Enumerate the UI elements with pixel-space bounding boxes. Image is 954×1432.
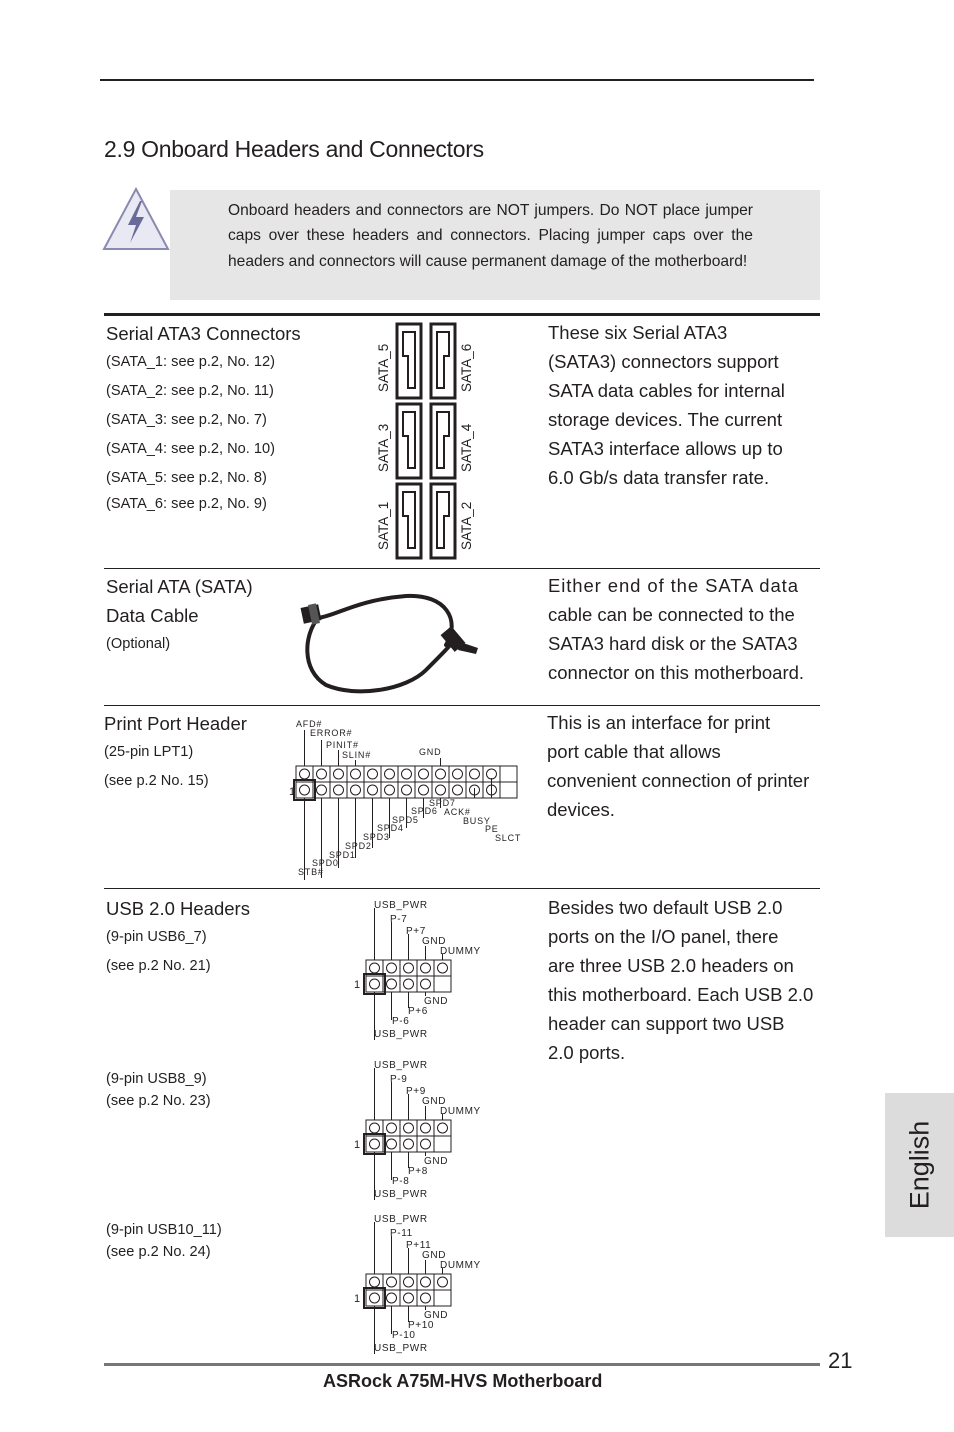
lpt-pin bbox=[500, 766, 517, 782]
usb-pin-label: GND bbox=[424, 996, 449, 1007]
note-text: Onboard headers and connectors are NOT jumpers. Do NOT place jumper caps over these headers and connectors. Placing jumper caps over the headers and connectors will cause permanent damage of the motherboard! bbox=[228, 202, 753, 270]
lpt-pin bbox=[381, 766, 398, 782]
usb-pin bbox=[434, 960, 451, 976]
lpt-header-diagram bbox=[286, 716, 526, 880]
lpt-pin-hole bbox=[402, 769, 412, 779]
usb-pin1-marker bbox=[364, 1134, 385, 1154]
usb-pin-label: P+9 bbox=[406, 1086, 426, 1097]
divider-sata3 bbox=[104, 313, 820, 316]
lpt-pin-hole bbox=[351, 769, 361, 779]
usb-header-ref: (see p.2 No. 21) bbox=[106, 958, 211, 974]
usb-pin bbox=[400, 1120, 417, 1136]
usb-description: Besides two default USB 2.0 ports on the I/O panel, there are three USB 2.0 headers on this motherboard. Each USB 2.0 header can support two USB 2.0 ports. bbox=[548, 897, 814, 1063]
usb-pin bbox=[400, 1136, 417, 1152]
lpt-pin bbox=[415, 782, 432, 798]
lpt-pin-hole bbox=[385, 769, 395, 779]
usb-pin-hole bbox=[421, 963, 431, 973]
usb-pin bbox=[434, 1136, 451, 1152]
lpt-pin-label: BUSY bbox=[463, 816, 491, 826]
lpt-pin-hole bbox=[453, 769, 463, 779]
usb-pin-label: GND bbox=[422, 1096, 447, 1107]
lpt-pin-hole bbox=[351, 785, 361, 795]
usb-pin bbox=[417, 1274, 434, 1290]
usb-pin bbox=[417, 960, 434, 976]
lpt-pin-label: GND bbox=[419, 747, 442, 757]
print-port-ref: (see p.2 No. 15) bbox=[104, 773, 209, 789]
usb-pin-hole bbox=[387, 1139, 397, 1149]
usb-pin bbox=[400, 1290, 417, 1306]
divider-sata-cable bbox=[104, 568, 820, 569]
sata3-title: Serial ATA3 Connectors bbox=[106, 323, 301, 344]
usb-header-pins: (9-pin USB8_9) bbox=[106, 1071, 207, 1087]
usb8-9-header-diagram bbox=[352, 1056, 492, 1204]
lpt-pin bbox=[500, 782, 517, 798]
lpt-pin-hole bbox=[470, 769, 480, 779]
note-box bbox=[170, 190, 820, 300]
usb-pin-label: USB_PWR bbox=[374, 1189, 428, 1200]
top-rule bbox=[100, 79, 814, 81]
usb-pin bbox=[400, 1274, 417, 1290]
lpt-pin-hole bbox=[419, 785, 429, 795]
lpt-pin bbox=[449, 766, 466, 782]
lpt-pin bbox=[364, 782, 381, 798]
usb-pin-label: GND bbox=[422, 936, 447, 947]
divider-usb bbox=[104, 888, 820, 889]
page-number: 21 bbox=[828, 1348, 853, 1373]
lpt-pin-hole bbox=[436, 769, 446, 779]
usb-pin-hole bbox=[387, 979, 397, 989]
usb-pin-hole bbox=[438, 1277, 448, 1287]
print-port-title: Print Port Header bbox=[104, 713, 247, 734]
usb-pin-hole bbox=[370, 1277, 380, 1287]
lpt-pin-hole bbox=[436, 785, 446, 795]
language-tab bbox=[885, 1093, 954, 1237]
language-tab-label: English bbox=[904, 1120, 934, 1210]
lpt-pin-hole bbox=[419, 769, 429, 779]
lpt-pin bbox=[415, 766, 432, 782]
sata-cable-title: Serial ATA (SATA) bbox=[106, 576, 253, 597]
usb-pin bbox=[366, 1290, 383, 1306]
usb-pin-hole bbox=[370, 1139, 380, 1149]
usb-pin-label: USB_PWR bbox=[374, 1343, 428, 1354]
usb-pin-label: P-8 bbox=[392, 1176, 410, 1187]
usb-pin1-marker bbox=[364, 974, 385, 994]
usb-pin-label: P-6 bbox=[392, 1016, 410, 1027]
lpt-pin-hole bbox=[334, 769, 344, 779]
sata1-label: SATA_1 bbox=[376, 501, 391, 550]
footer-rule bbox=[104, 1363, 820, 1366]
lpt-pin-hole bbox=[487, 769, 497, 779]
usb-pin-label: P+8 bbox=[408, 1166, 428, 1177]
lpt-pin-label: SPD7 bbox=[429, 798, 456, 808]
usb-pin bbox=[400, 976, 417, 992]
lpt-pin bbox=[449, 782, 466, 798]
usb-pin-hole bbox=[370, 1293, 380, 1303]
usb-pin-label: USB_PWR bbox=[374, 1214, 428, 1225]
lpt-pin-label: SPD1 bbox=[329, 850, 356, 860]
usb-pin bbox=[417, 1136, 434, 1152]
lpt-pin bbox=[330, 766, 347, 782]
lpt-pin bbox=[432, 782, 449, 798]
usb-pin-hole bbox=[438, 1123, 448, 1133]
usb-pin1-marker bbox=[364, 1288, 385, 1308]
lpt-pin-hole bbox=[317, 785, 327, 795]
usb-pin-label: P+10 bbox=[408, 1320, 435, 1331]
lpt-pin-label: SPD4 bbox=[377, 823, 404, 833]
lpt-pin-label: SPD5 bbox=[392, 815, 419, 825]
lpt-pin bbox=[347, 766, 364, 782]
usb-pin-label: USB_PWR bbox=[374, 1029, 428, 1040]
sata3-ref: (SATA_6: see p.2, No. 9) bbox=[106, 496, 267, 512]
lpt-pin bbox=[466, 766, 483, 782]
lpt-pin-hole bbox=[368, 785, 378, 795]
usb-pin-hole bbox=[404, 979, 414, 989]
usb-pin-label: DUMMY bbox=[440, 946, 481, 957]
usb-pin-hole bbox=[387, 1123, 397, 1133]
usb-pin-label: GND bbox=[424, 1310, 449, 1321]
usb-pin-label: P-10 bbox=[392, 1330, 416, 1341]
lpt-pin-label: SLIN# bbox=[342, 750, 372, 760]
usb-pin-hole bbox=[421, 1277, 431, 1287]
lpt-pin-label: SLCT bbox=[495, 833, 522, 843]
usb-pin-hole bbox=[387, 1277, 397, 1287]
usb-pin-hole bbox=[404, 1293, 414, 1303]
lpt-pin1-label: 1 bbox=[289, 786, 296, 798]
lpt-pin-hole bbox=[385, 785, 395, 795]
usb-header-pins: (9-pin USB6_7) bbox=[106, 929, 207, 945]
usb-pin-hole bbox=[421, 979, 431, 989]
sata6-label: SATA_6 bbox=[459, 343, 474, 392]
sata3-connector-diagram bbox=[370, 322, 490, 560]
usb-pin-hole bbox=[387, 963, 397, 973]
lpt-pin-hole bbox=[368, 769, 378, 779]
lpt-pin bbox=[381, 782, 398, 798]
usb10-11-header-diagram bbox=[352, 1210, 492, 1358]
lpt-pin-hole bbox=[300, 785, 310, 795]
usb-pin bbox=[417, 1290, 434, 1306]
lpt-pin-label: PE bbox=[485, 824, 499, 834]
sata3-label: SATA_3 bbox=[376, 423, 391, 472]
sata-cable-optional: (Optional) bbox=[106, 636, 171, 652]
sata-cable-title-2: Data Cable bbox=[106, 605, 199, 626]
sata3-description: These six Serial ATA3 (SATA3) connectors support SATA data cables for internal storage devices. The current SATA3 interface allows up to 6.0 Gb/s data transfer rate. bbox=[548, 322, 785, 488]
usb-pin bbox=[417, 1120, 434, 1136]
lpt-pin-label: ACK# bbox=[444, 807, 471, 817]
usb-pin-label: USB_PWR bbox=[374, 1060, 428, 1071]
lpt-pin-label: STB# bbox=[298, 867, 324, 877]
usb-pin bbox=[366, 1136, 383, 1152]
usb-pin-hole bbox=[370, 963, 380, 973]
lpt-pin1-marker bbox=[294, 780, 315, 800]
lpt-pin bbox=[364, 766, 381, 782]
usb-pin-hole bbox=[438, 963, 448, 973]
warning-icon bbox=[102, 187, 170, 251]
sata-cable-image bbox=[296, 590, 492, 696]
lpt-pin-hole bbox=[300, 769, 310, 779]
lpt-pin-hole bbox=[402, 785, 412, 795]
usb-pin-hole bbox=[404, 1123, 414, 1133]
lpt-pin-label: SPD3 bbox=[363, 832, 390, 842]
lpt-pin bbox=[296, 782, 313, 798]
lpt-pin-label: AFD# bbox=[296, 719, 323, 729]
usb-header-ref: (see p.2 No. 24) bbox=[106, 1244, 211, 1260]
lpt-pin-hole bbox=[317, 769, 327, 779]
usb-pin-label: DUMMY bbox=[440, 1106, 481, 1117]
lpt-pin-label: PINIT# bbox=[326, 740, 359, 750]
usb-pin-label: USB_PWR bbox=[374, 900, 428, 911]
usb-pin bbox=[366, 976, 383, 992]
section-title: 2.9 Onboard Headers and Connectors bbox=[104, 136, 484, 162]
sata3-ref: (SATA_2: see p.2, No. 11) bbox=[106, 383, 274, 399]
lpt-pin-label: SPD0 bbox=[312, 858, 339, 868]
sata3-ref: (SATA_1: see p.2, No. 12) bbox=[106, 354, 275, 370]
lpt-pin bbox=[330, 782, 347, 798]
footer-title: ASRock A75M-HVS Motherboard bbox=[323, 1371, 603, 1391]
usb-pin1-label: 1 bbox=[354, 1293, 361, 1305]
print-port-pins: (25-pin LPT1) bbox=[104, 744, 194, 760]
usb-pin bbox=[434, 1274, 451, 1290]
sata5-label: SATA_5 bbox=[376, 343, 391, 392]
usb-pin bbox=[417, 976, 434, 992]
usb-pin bbox=[434, 976, 451, 992]
usb-pin-label: P-9 bbox=[390, 1074, 408, 1085]
usb-pin-label: GND bbox=[422, 1250, 447, 1261]
lpt-pin bbox=[432, 766, 449, 782]
lpt-pin-hole bbox=[453, 785, 463, 795]
usb-pin-label: DUMMY bbox=[440, 1260, 481, 1271]
sata-cable-description: Either end of the SATA data cable can be connected to the SATA3 hard disk or the SATA3 connector on this motherboard. bbox=[548, 575, 805, 683]
lpt-pin-label: SPD2 bbox=[345, 841, 372, 851]
usb-pin-hole bbox=[370, 1123, 380, 1133]
usb-pin-label: P-11 bbox=[390, 1228, 413, 1239]
lpt-pin bbox=[398, 782, 415, 798]
usb-header-ref: (see p.2 No. 23) bbox=[106, 1093, 211, 1109]
usb-pin-label: P+7 bbox=[406, 926, 426, 937]
usb-pin bbox=[400, 960, 417, 976]
usb-pin-hole bbox=[404, 1277, 414, 1287]
usb-title: USB 2.0 Headers bbox=[106, 898, 250, 919]
lpt-pin-label: SPD6 bbox=[411, 806, 438, 816]
lpt-pin bbox=[398, 766, 415, 782]
sata3-ref: (SATA_3: see p.2, No. 7) bbox=[106, 412, 267, 428]
sata3-ref: (SATA_4: see p.2, No. 10) bbox=[106, 441, 275, 457]
usb-pin-hole bbox=[421, 1139, 431, 1149]
divider-print-port bbox=[104, 705, 820, 706]
sata2-label: SATA_2 bbox=[459, 501, 474, 550]
usb-pin-hole bbox=[387, 1293, 397, 1303]
lpt-pin-label: ERROR# bbox=[310, 728, 353, 738]
usb-pin-label: GND bbox=[424, 1156, 449, 1167]
usb6-7-header-diagram bbox=[352, 896, 492, 1044]
usb-pin-label: P+11 bbox=[406, 1240, 432, 1251]
usb-pin-hole bbox=[421, 1123, 431, 1133]
usb-pin-hole bbox=[421, 1293, 431, 1303]
usb-pin1-label: 1 bbox=[354, 1139, 361, 1151]
lpt-pin-hole bbox=[334, 785, 344, 795]
usb-pin-label: P+6 bbox=[408, 1006, 428, 1017]
usb-header-pins: (9-pin USB10_11) bbox=[106, 1222, 222, 1238]
usb-pin-hole bbox=[404, 1139, 414, 1149]
print-port-description: This is an interface for print port cable that allows convenient connection of printer devices. bbox=[547, 712, 810, 820]
usb-pin-label: P-7 bbox=[390, 914, 408, 925]
lpt-pin bbox=[347, 782, 364, 798]
usb-pin1-label: 1 bbox=[354, 979, 361, 991]
usb-pin bbox=[434, 1290, 451, 1306]
sata4-label: SATA_4 bbox=[459, 423, 474, 472]
sata3-ref: (SATA_5: see p.2, No. 8) bbox=[106, 470, 267, 486]
usb-pin-hole bbox=[404, 963, 414, 973]
usb-pin bbox=[434, 1120, 451, 1136]
usb-pin-hole bbox=[370, 979, 380, 989]
